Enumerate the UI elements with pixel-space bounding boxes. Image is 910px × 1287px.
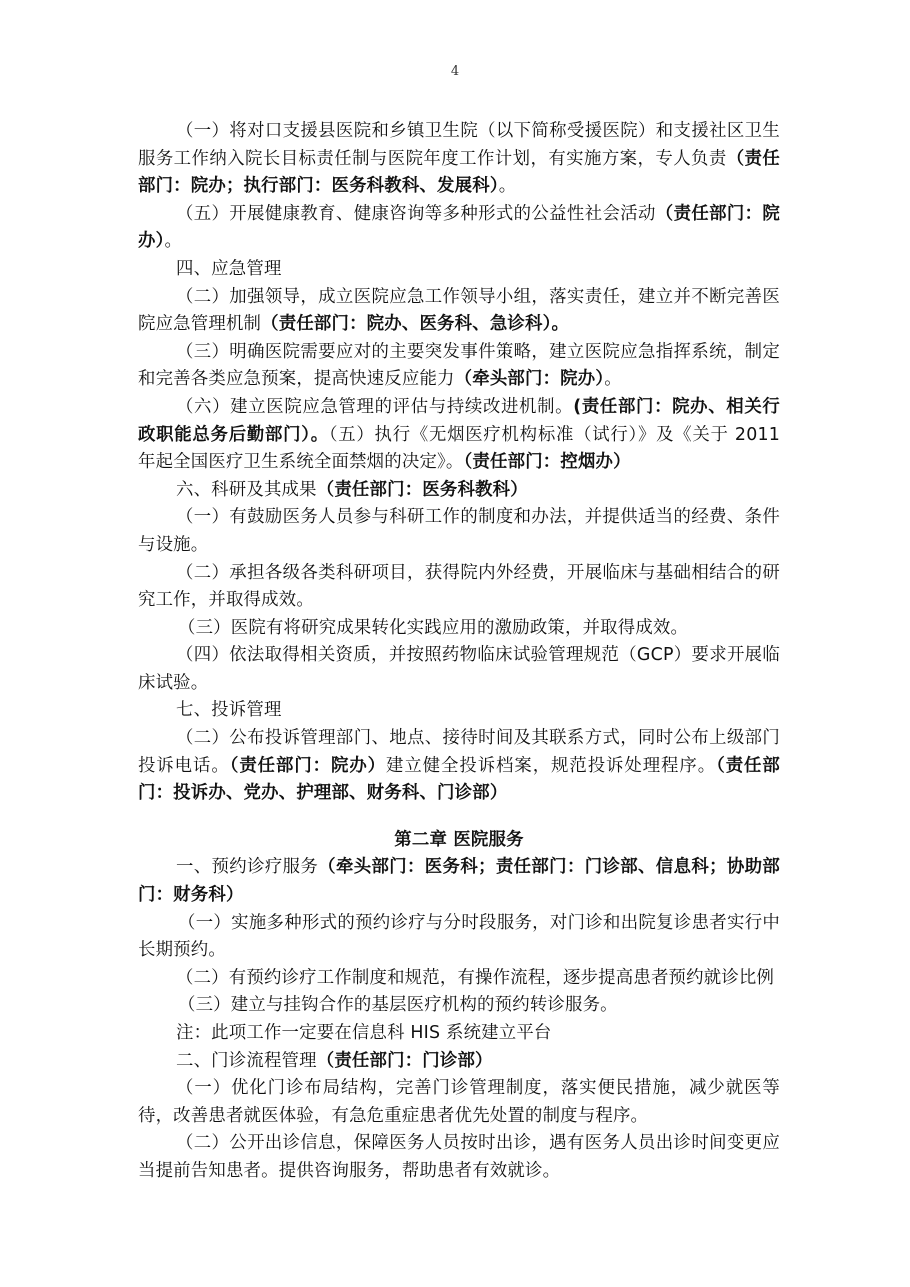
paragraph: （三）建立与挂钩合作的基层医疗机构的预约转诊服务。 [178,995,618,1016]
paragraph: （一）有鼓励医务人员参与科研工作的制度和办法，并提供适当的经费、条件与设施。 [138,507,780,555]
page-number: 4 [450,64,460,79]
paragraph: （一）将对口支援县医院和乡镇卫生院（以下简称受援医院）和支援社区卫生服务工作纳入院长目标责任制与医院年度工作计划，有实施方案，专人负责（责任部门：院办；执行部门：医务科教科、发展科）。 [138,121,780,197]
paragraph: （三）明确医院需要应对的主要突发事件策略，建立医院应急指挥系统，制定和完善各类应急预案，提高快速反应能力（牵头部门：院办）。 [138,341,780,390]
paragraph: （一）实施多种形式的预约诊疗与分时段服务，对门诊和出院复诊患者实行中长期预约。 [138,912,780,961]
section-heading: 二、门诊流程管理（责任部门：门诊部） [176,1050,493,1071]
paragraph: （二）有预约诊疗工作制度和规范，有操作流程，逐步提高患者预约就诊比例 [176,967,775,988]
paragraph: （四）依法取得相关资质，并按照药物临床试验管理规范（GCP）要求开展临床试验。 [138,645,780,693]
chapter-title: 第二章 医院服务 [394,829,524,850]
document-body [138,118,780,1186]
section-heading: 六、科研及其成果（责任部门：医务科教科） [176,479,528,500]
paragraph: （六）建立医院应急管理的评估与持续改进机制。(责任部门：院办、相关行政职能总务后勤部门）。（五）执行《无烟医疗机构标准（试行）》及《关于 2011 年起全国医疗卫生系统全面禁烟的决定》。（责任部门：控烟办） [138,396,780,473]
note: 注：此项工作一定要在信息科 HIS 系统建立平台 [176,1023,552,1043]
section-heading: 七、投诉管理 [176,700,282,721]
paragraph: （二）承担各级各类科研项目，获得院内外经费，开展临床与基础相结合的研究工作，并取得成效。 [138,562,780,611]
paragraph: （二）加强领导，成立医院应急工作领导小组，落实责任，建立并不断完善医院应急管理机制（责任部门：院办、医务科、急诊科）。 [138,286,780,335]
section-heading: 四、应急管理 [176,258,282,279]
paragraph: （二）公开出诊信息，保障医务人员按时出诊，遇有医务人员出诊时间变更应当提前告知患者。提供咨询服务，帮助患者有效就诊。 [138,1133,780,1181]
paragraph: （五）开展健康教育、健康咨询等多种形式的公益性社会活动（责任部门：院办）。 [138,203,781,252]
paragraph: （二）公布投诉管理部门、地点、接待时间及其联系方式，同时公布上级部门投诉电话。（责任部门：院办）建立健全投诉档案，规范投诉处理程序。（责任部门：投诉办、党办、护理部、财务科、门诊部） [138,728,780,804]
paragraph: （三）医院有将研究成果转化实践应用的激励政策，并取得成效。 [178,617,689,638]
section-heading: 一、预约诊疗服务（牵头部门：医务科；责任部门：门诊部、信息科；协助部门：财务科） [138,857,781,906]
paragraph: （一）优化门诊布局结构，完善门诊管理制度，落实便民措施，减少就医等待，改善患者就医体验，有急危重症患者优先处置的制度与程序。 [138,1078,780,1126]
